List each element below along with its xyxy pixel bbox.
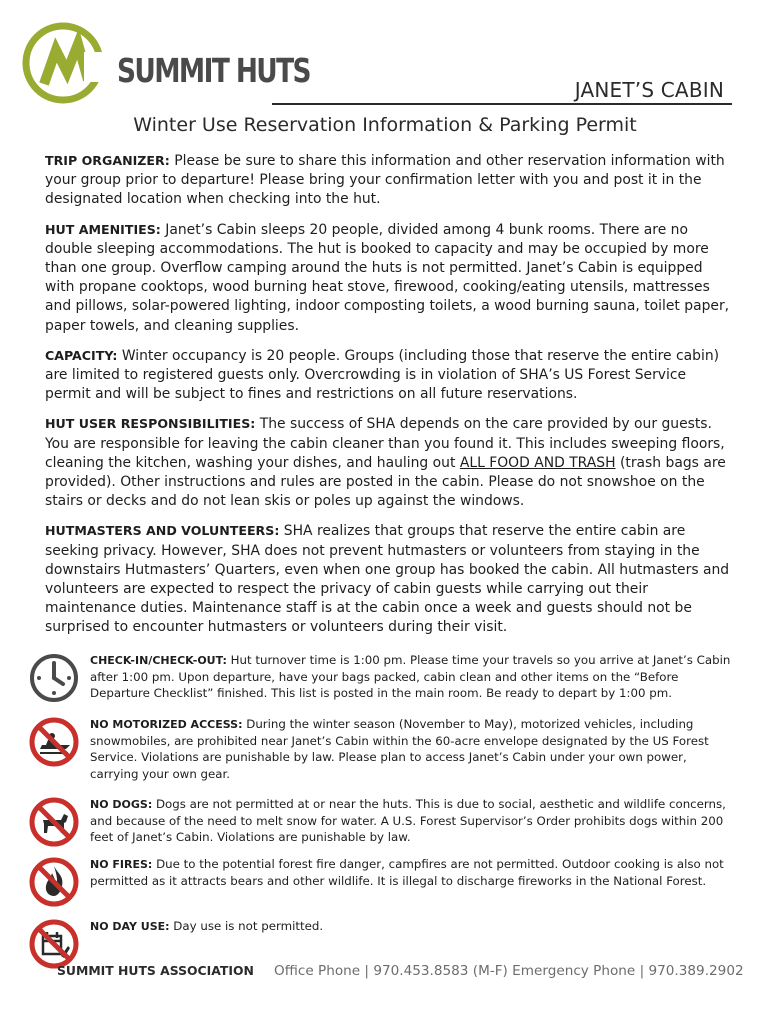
no-dogs-icon (28, 796, 80, 848)
clock-icon (28, 652, 80, 704)
section-lead: TRIP ORGANIZER: (45, 153, 170, 168)
rule-body: Dogs are not permitted at or near the huts. This is due to social, aesthetic and wildlife concerns, and because of the need to melt snow for water. A U.S. Forest Supervisor’s Order prohibits dogs within 200 feet of Janet’s Cabin. Violations are punishable by law. (90, 797, 726, 845)
section-text: Please be sure to share this information and other reservation information with your group prior to departure! Please bring your confirmation letter with you and post it in the designated location when checking into the hut. (45, 153, 725, 208)
footer (57, 963, 747, 979)
cabin-name: JANET’S CABIN (574, 78, 724, 102)
rule-text (90, 716, 738, 782)
no-fires-icon (28, 856, 80, 908)
rule-text (90, 918, 738, 935)
summit-huts-logo (22, 22, 310, 106)
section-text: Winter occupancy is 20 people. Groups (including those that reserve the entire cabin) are limited to registered guests only. Overcrowding is in violation of SHA’s US Forest Service permit and will be subject to fines and restrictions on all future reservations. (45, 347, 720, 403)
section-lead: HUT AMENITIES: (45, 221, 161, 237)
rule-lead: NO MOTORIZED ACCESS: (90, 718, 243, 731)
rule-check-in-out (28, 652, 740, 716)
brand-name: SUMMIT HUTS (117, 51, 310, 90)
header-divider (272, 103, 732, 105)
rule-lead: NO DOGS: (90, 798, 153, 811)
section-trip-organizer (45, 151, 735, 210)
no-snowmobile-icon (28, 716, 80, 768)
rule-body: Hut turnover time is 1:00 pm. Please time your travels so you arrive at Janet’s Cabin after 1:00 pm. Upon departure, have your bags packed, cabin clean and other items on the “Before Departure Checklist” finished. This list is posted in the main room. Be ready to depart by 1:00 pm. (90, 653, 731, 701)
section-hut-user-responsibilities (45, 414, 735, 511)
section-lead: HUT USER RESPONSIBILITIES: (45, 416, 256, 432)
rules-list (28, 652, 740, 972)
rule-text (90, 856, 738, 889)
section-text-after: (trash bags are provided). Other instructions and rules are posted in the cabin. Please do not snowshoe on the stairs or decks and do not lean skis or poles up against the windows. (45, 454, 726, 510)
section-hutmasters-volunteers (45, 521, 735, 637)
section-text: The success of SHA depends on the care provided by our guests. You are responsible for leaving the cabin cleaner than you found it. This includes sweeping floors, cleaning the kitchen, washing your dishes, and hauling out (45, 416, 725, 471)
section-lead: CAPACITY: (45, 347, 118, 363)
rule-lead: NO FIRES: (90, 858, 153, 871)
rule-no-dogs (28, 796, 740, 856)
section-hut-amenities (45, 220, 735, 336)
rule-text (90, 796, 738, 846)
section-text: SHA realizes that groups that reserve the entire cabin are seeking privacy. However, SHA does not prevent hutmasters or volunteers from staying in the downstairs Hutmasters’ Quarters, even when one group has booked the cabin. All hutmasters and volunteers are expected to respect the privacy of cabin guests while carrying out their maintenance duties. Maintenance staff is at the cabin once a week and guests should not be surprised to encounter hutmasters or volunteers during their visit. (45, 523, 730, 636)
section-text: Janet’s Cabin sleeps 20 people, divided among 4 bunk rooms. There are no double sleeping accommodations. The hut is booked to capacity and may be occupied by more than one group. Overflow camping around the huts is not permitted. Janet’s Cabin is equipped with propane cooktops, wood burning heat stove, firewood, cooking/eating utensils, mattresses and pillows, solar-powered lighting, indoor composting toilets, a wood burning sauna, toilet paper, paper towels, and cleaning supplies. (45, 221, 730, 334)
rule-no-fires (28, 856, 740, 918)
section-lead: HUTMASTERS AND VOLUNTEERS: (45, 523, 280, 539)
rule-lead: CHECK-IN/CHECK-OUT: (90, 654, 227, 667)
footer-org-name: SUMMIT HUTS ASSOCIATION (57, 963, 254, 978)
rule-body: Due to the potential forest fire danger, campfires are not permitted. Outdoor cooking is also not permitted as it attracts bears and other wildlife. It is illegal to discharge fireworks in the National Forest. (90, 857, 724, 889)
rule-text (90, 652, 738, 702)
document-title: Winter Use Reservation Information & Parking Permit (133, 114, 637, 136)
mountain-logo-icon (22, 22, 117, 106)
rule-no-motorized (28, 716, 740, 796)
rule-lead: NO DAY USE: (90, 920, 170, 933)
footer-contact: Office Phone | 970.453.8583 (M-F) Emergency Phone | 970.389.2902 (274, 963, 744, 979)
section-emphasis: ALL FOOD AND TRASH (459, 454, 616, 471)
info-sections (45, 151, 735, 648)
rule-body: Day use is not permitted. (173, 919, 324, 933)
rule-body: During the winter season (November to May), motorized vehicles, including snowmobiles, are prohibited near Janet’s Cabin within the 60-acre envelope designated by the US Forest Service. Violations are punishable by law. Please plan to access Janet’s Cabin under your own power, carrying your own gear. (90, 717, 709, 781)
section-capacity (45, 346, 735, 405)
